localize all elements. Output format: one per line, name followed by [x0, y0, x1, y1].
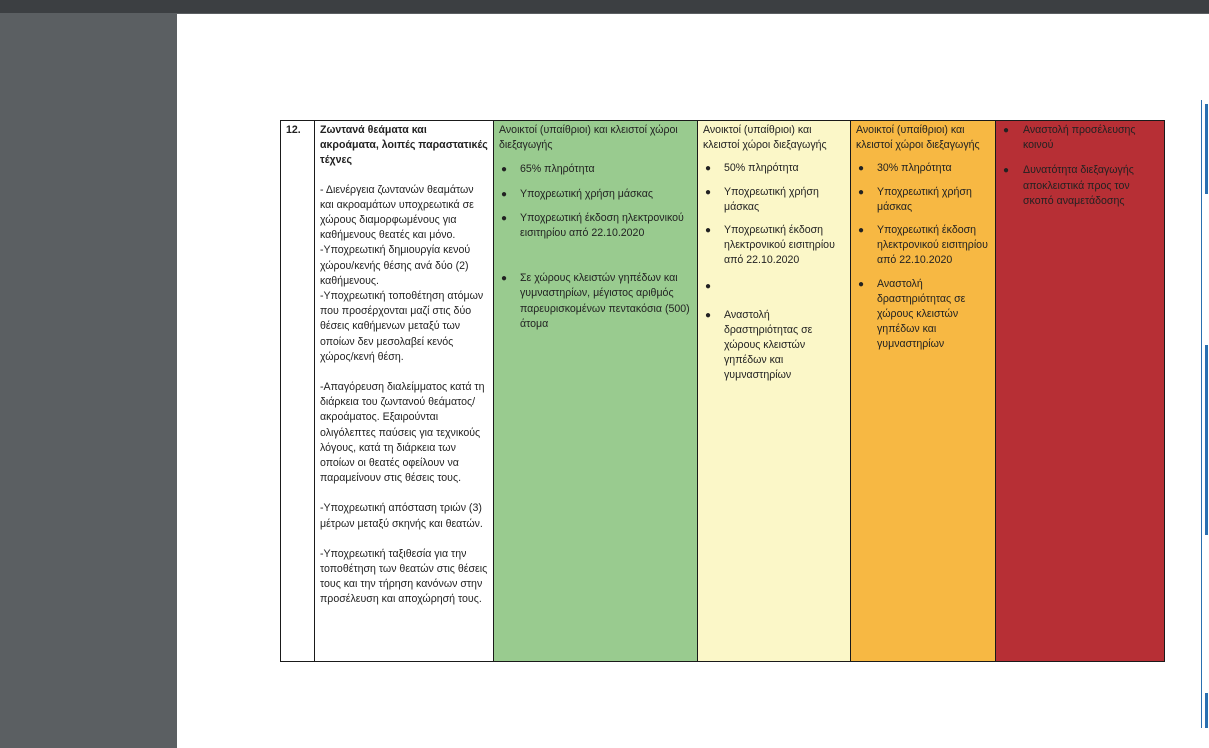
bullet-icon: ●: [705, 309, 712, 321]
measures-table: [280, 120, 1165, 662]
list-item: ● Υποχρεωτική έκδοση ηλεκτρονικού εισιτηρίου από 22.10.2020: [858, 224, 988, 267]
yellow-level-cell: [698, 121, 851, 662]
bullet-icon: ●: [705, 225, 712, 237]
list-item: ● Αναστολή δραστηριότητας σε χώρους κλειστών γηπέδων και γυμναστηρίων: [858, 277, 966, 351]
bullet-icon: ●: [1003, 125, 1010, 136]
bullet-icon: ●: [858, 225, 865, 237]
list-item: ● Αναστολή προσέλευσης κοινού: [1003, 124, 1136, 152]
row-number: 12.: [281, 121, 315, 662]
description-paragraph: -Υποχρεωτική απόσταση τριών (3) μέτρων μεταξύ σκηνής και θεατών.: [320, 502, 483, 530]
bullet-icon: ●: [705, 280, 712, 292]
list-item: ● Υποχρεωτική χρήση μάσκας: [858, 185, 972, 213]
list-item: ● Υποχρεωτική έκδοση ηλεκτρονικού εισιτηρίου από 22.10.2020: [705, 224, 835, 267]
red-level-cell: [996, 121, 1165, 662]
margin-marker-middle: [1205, 345, 1208, 535]
margin-marker-top: [1205, 104, 1208, 194]
table-row: [281, 121, 1165, 662]
green-level-cell: [494, 121, 698, 662]
list-item: ● Υποχρεωτική έκδοση ηλεκτρονικού εισιτηρίου από 22.10.2020: [501, 211, 684, 240]
description-cell: [315, 121, 494, 662]
description-paragraph: -Υποχρεωτική τοποθέτηση ατόμων που προσέρχονται μαζί στις δύο θέσεις καθήμενων μεταξύ των οποίων δεν μεσολαβεί κενός χώρος/κενή θέση.: [320, 290, 484, 363]
description-paragraph: -Απαγόρευση διαλείμματος κατά τη διάρκεια του ζωντανού θεάματος/ακροάματος. Εξαιρούνται ολιγόλεπτες παύσεις για τεχνικούς λόγους, κατά τη διάρκεια των οποίων οι θεατές οφείλουν να παραμείνουν στις θέσεις τους.: [320, 381, 485, 485]
bullet-icon: ●: [1003, 165, 1010, 177]
description-paragraph: - Διενέργεια ζωντανών θεαμάτων και ακροαμάτων υποχρεωτικά σε χώρους διαμορφωμένους για καθήμενους θεατές και μόνο.: [320, 183, 474, 242]
bullet-icon: ●: [501, 188, 508, 200]
list-item: ● Σε χώρους κλειστών γηπέδων και γυμναστηρίων, μέγιστος αριθμός παρευρισκομένων πεντακόσια (500) άτομα: [501, 272, 690, 330]
bullet-icon: ●: [858, 163, 865, 175]
orange-heading: Ανοικτοί (υπαίθριοι) και κλειστοί χώροι διεξαγωγής: [856, 124, 980, 152]
bullet-icon: ●: [501, 164, 508, 176]
bullet-icon: ●: [501, 273, 508, 285]
margin-marker-bottom: [1205, 693, 1208, 728]
list-item: ● Δυνατότητα διεξαγωγής αποκλειστικά προς τον σκοπό αναμετάδοσης: [1003, 164, 1134, 207]
list-item: ● 50% πληρότητα: [703, 161, 845, 176]
orange-level-cell: [851, 121, 996, 662]
viewer-toolbar: [0, 0, 1209, 13]
list-item: [703, 279, 845, 294]
row-title: Ζωντανά θεάματα και ακροάματα, λοιπές παραστατικές τέχνες: [320, 124, 488, 167]
bullet-icon: ●: [858, 186, 865, 198]
bullet-icon: ●: [858, 278, 865, 290]
list-item: ● 30% πληρότητα: [856, 161, 990, 176]
description-paragraph: -Υποχρεωτική ταξιθεσία για την τοποθέτηση των θεατών στις θέσεις τους και την τήρηση κανόνων στην προσέλευση και αποχώρησή τους.: [320, 547, 488, 606]
bullet-icon: ●: [501, 212, 508, 224]
list-item: ● Υποχρεωτική χρήση μάσκας: [499, 187, 692, 202]
list-item: ● 65% πληρότητα: [499, 162, 692, 177]
description-paragraph: -Υποχρεωτική δημιουργία κενού χώρου/κενής θέσης ανά δύο (2) καθήμενους.: [320, 244, 471, 287]
yellow-heading: Ανοικτοί (υπαίθριοι) και κλειστοί χώροι διεξαγωγής: [703, 124, 827, 152]
list-item: ● Υποχρεωτική χρήση μάσκας: [705, 185, 819, 213]
green-heading: Ανοικτοί (υπαίθριοι) και κλειστοί χώροι διεξαγωγής: [499, 124, 678, 152]
bullet-icon: ●: [705, 186, 712, 198]
list-item: ● Αναστολή δραστηριότητας σε χώρους κλειστών γηπέδων και γυμναστηρίων: [705, 308, 813, 382]
margin-line: [1201, 100, 1202, 728]
bullet-icon: ●: [705, 163, 712, 175]
